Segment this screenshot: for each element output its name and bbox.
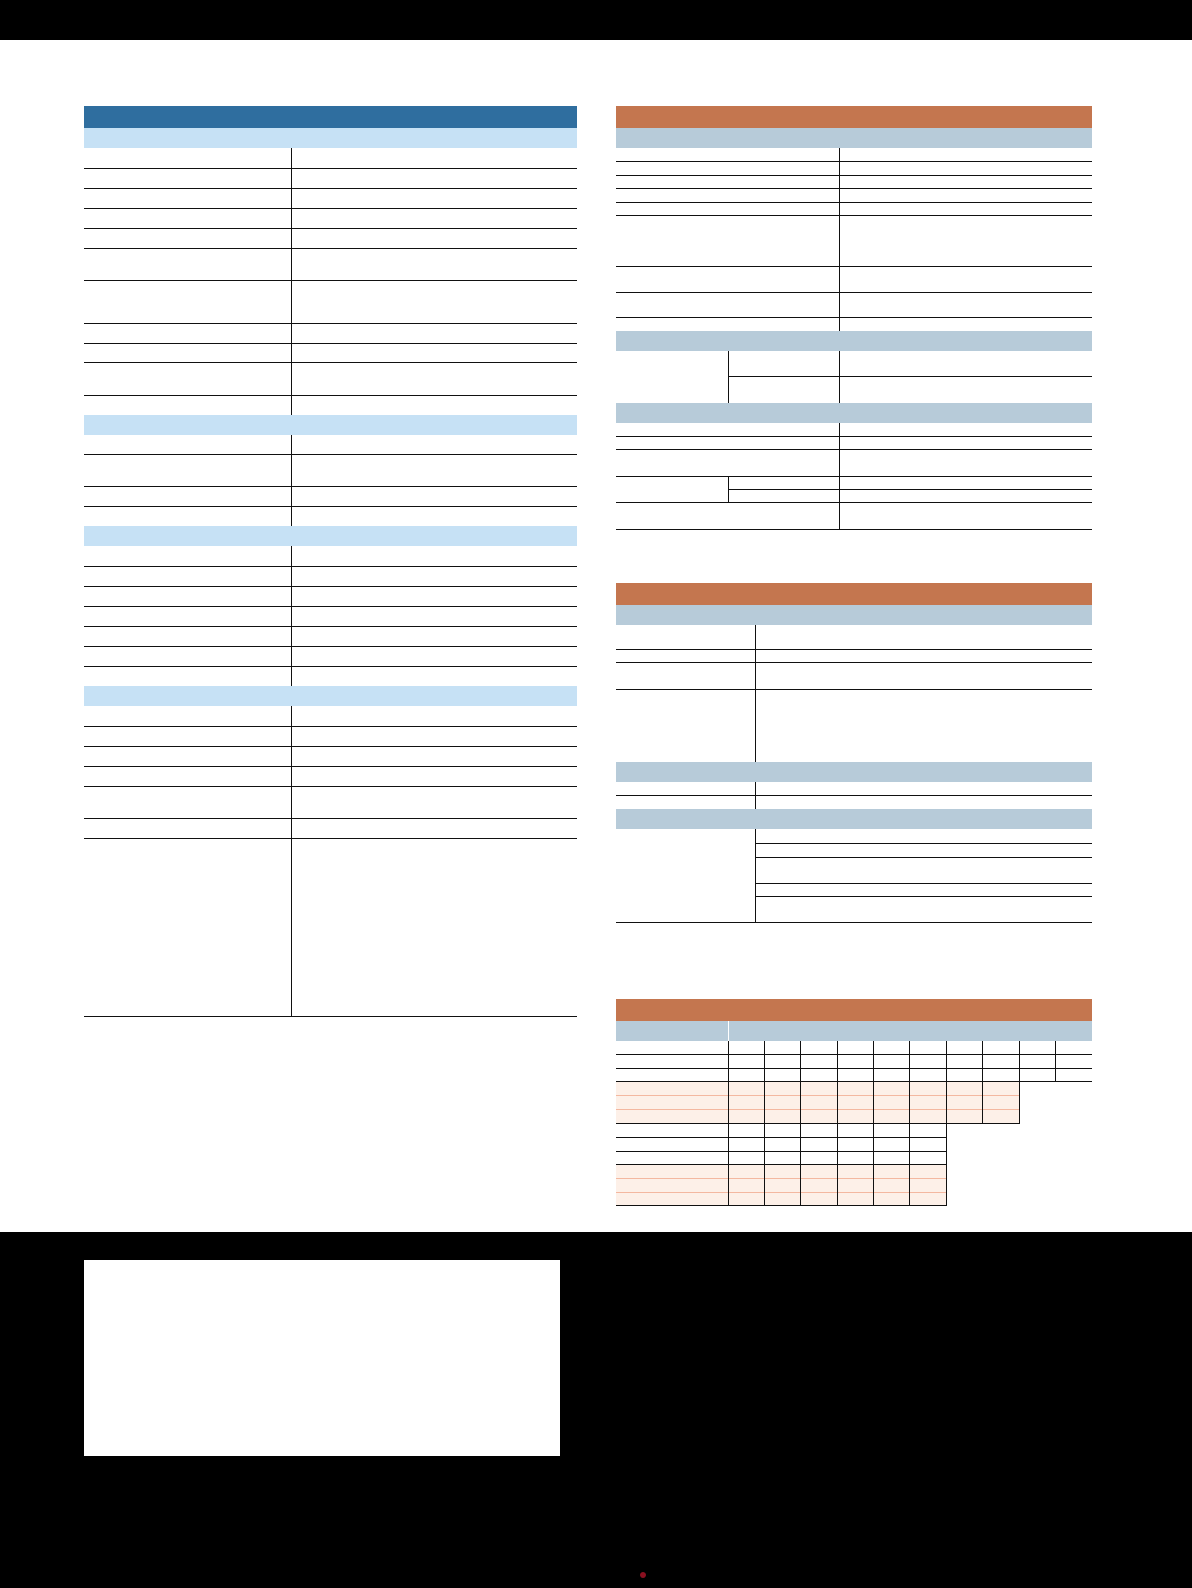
grid-tint xyxy=(616,1165,946,1206)
row-divider xyxy=(84,248,577,249)
grid-divider xyxy=(728,1041,729,1082)
grid-divider xyxy=(982,1082,983,1124)
left-section-4 xyxy=(84,686,577,706)
grid-divider xyxy=(909,1082,910,1124)
grid-tint xyxy=(616,1082,1019,1124)
right-table-2-header xyxy=(616,583,1092,605)
right-table-1-section-1 xyxy=(616,128,1092,148)
row-divider xyxy=(84,506,577,507)
grid-divider xyxy=(728,1124,729,1165)
grid-divider xyxy=(982,1041,983,1082)
grid-divider xyxy=(837,1041,838,1082)
grid-divider xyxy=(800,1041,801,1082)
row-divider xyxy=(728,376,1092,377)
right-table-3-row-label-header xyxy=(616,1021,728,1041)
row-divider xyxy=(616,436,1092,437)
grid-divider xyxy=(1019,1082,1020,1124)
row-divider xyxy=(84,818,577,819)
left-section-1 xyxy=(84,128,577,148)
row-divider xyxy=(84,746,577,747)
row-divider xyxy=(84,362,577,363)
row-divider xyxy=(616,689,1092,690)
row-divider xyxy=(616,175,1092,176)
grid-divider xyxy=(764,1082,765,1124)
right-table-2-section-2 xyxy=(616,762,1092,782)
row-divider xyxy=(755,857,1092,858)
row-divider xyxy=(755,896,1092,897)
grid-row xyxy=(616,1123,1019,1124)
row-divider xyxy=(616,292,1092,293)
left-column-divider xyxy=(291,706,292,1016)
grid-divider xyxy=(800,1165,801,1206)
grid-divider xyxy=(873,1165,874,1206)
row-divider xyxy=(616,502,1092,503)
row-divider xyxy=(84,766,577,767)
left-section-2 xyxy=(84,415,577,435)
grid-divider xyxy=(1019,1041,1020,1082)
right-table-1-header xyxy=(616,106,1092,128)
row-divider xyxy=(84,606,577,607)
grid-row xyxy=(616,1137,946,1138)
row-divider xyxy=(84,343,577,344)
row-divider xyxy=(84,646,577,647)
right-table-2-section-3 xyxy=(616,809,1092,829)
row-divider xyxy=(616,266,1092,267)
row-divider xyxy=(616,317,1092,318)
row-divider xyxy=(84,566,577,567)
row-divider xyxy=(755,843,1092,844)
grid-divider xyxy=(873,1041,874,1082)
row-divider xyxy=(84,786,577,787)
grid-row xyxy=(616,1068,1092,1069)
grid-divider xyxy=(946,1124,947,1165)
row-divider xyxy=(84,486,577,487)
footer-mark xyxy=(640,1572,646,1578)
row-divider xyxy=(616,649,1092,650)
row-divider xyxy=(84,280,577,281)
column-divider xyxy=(728,351,729,403)
row-divider xyxy=(84,586,577,587)
row-divider xyxy=(616,662,1092,663)
grid-row xyxy=(616,1054,1092,1055)
grid-row xyxy=(616,1205,946,1206)
row-divider xyxy=(84,1016,577,1017)
grid-divider xyxy=(873,1082,874,1124)
grid-divider xyxy=(946,1165,947,1206)
grid-divider xyxy=(946,1082,947,1124)
left-table-header xyxy=(84,106,577,128)
left-column-divider xyxy=(291,546,292,686)
row-divider xyxy=(755,883,1092,884)
right-table-2-section-1 xyxy=(616,605,1092,625)
row-divider xyxy=(616,529,1092,530)
row-divider xyxy=(84,208,577,209)
grid-divider xyxy=(728,1082,729,1124)
row-divider xyxy=(84,666,577,667)
grid-divider xyxy=(800,1082,801,1124)
grid-divider xyxy=(764,1165,765,1206)
row-divider xyxy=(616,188,1092,189)
row-divider xyxy=(616,215,1092,216)
left-section-3 xyxy=(84,526,577,546)
right-table-3-header xyxy=(616,999,1092,1021)
grid-row xyxy=(616,1192,946,1193)
grid-divider xyxy=(873,1124,874,1165)
row-divider xyxy=(84,838,577,839)
row-divider xyxy=(84,726,577,727)
grid-divider xyxy=(909,1165,910,1206)
grid-divider xyxy=(764,1124,765,1165)
grid-row xyxy=(616,1095,1019,1096)
grid-row xyxy=(616,1151,946,1152)
row-divider xyxy=(728,489,1092,490)
top-black-band xyxy=(0,0,1192,40)
grid-divider xyxy=(837,1165,838,1206)
grid-divider xyxy=(909,1124,910,1165)
grid-divider xyxy=(837,1082,838,1124)
row-divider xyxy=(84,395,577,396)
row-divider xyxy=(616,922,1092,923)
row-divider xyxy=(84,228,577,229)
row-divider xyxy=(84,454,577,455)
column-divider xyxy=(755,625,756,762)
row-divider xyxy=(616,202,1092,203)
row-divider xyxy=(84,626,577,627)
grid-row xyxy=(616,1178,946,1179)
left-column-divider xyxy=(291,435,292,526)
row-divider xyxy=(616,161,1092,162)
row-divider xyxy=(84,188,577,189)
row-divider xyxy=(616,476,1092,477)
row-divider xyxy=(616,795,1092,796)
grid-divider xyxy=(800,1124,801,1165)
grid-divider xyxy=(1055,1041,1056,1082)
grid-divider xyxy=(764,1041,765,1082)
right-table-1-section-3 xyxy=(616,403,1092,423)
row-divider xyxy=(616,449,1092,450)
grid-row xyxy=(616,1109,1019,1110)
right-table-1-section-2 xyxy=(616,331,1092,351)
row-divider xyxy=(84,168,577,169)
grid-divider xyxy=(837,1124,838,1165)
grid-divider xyxy=(946,1041,947,1082)
bottom-white-box xyxy=(84,1260,560,1456)
grid-divider xyxy=(909,1041,910,1082)
right-table-3-column-header xyxy=(729,1021,1092,1041)
column-divider xyxy=(839,351,840,403)
row-divider xyxy=(84,323,577,324)
grid-divider xyxy=(728,1165,729,1206)
